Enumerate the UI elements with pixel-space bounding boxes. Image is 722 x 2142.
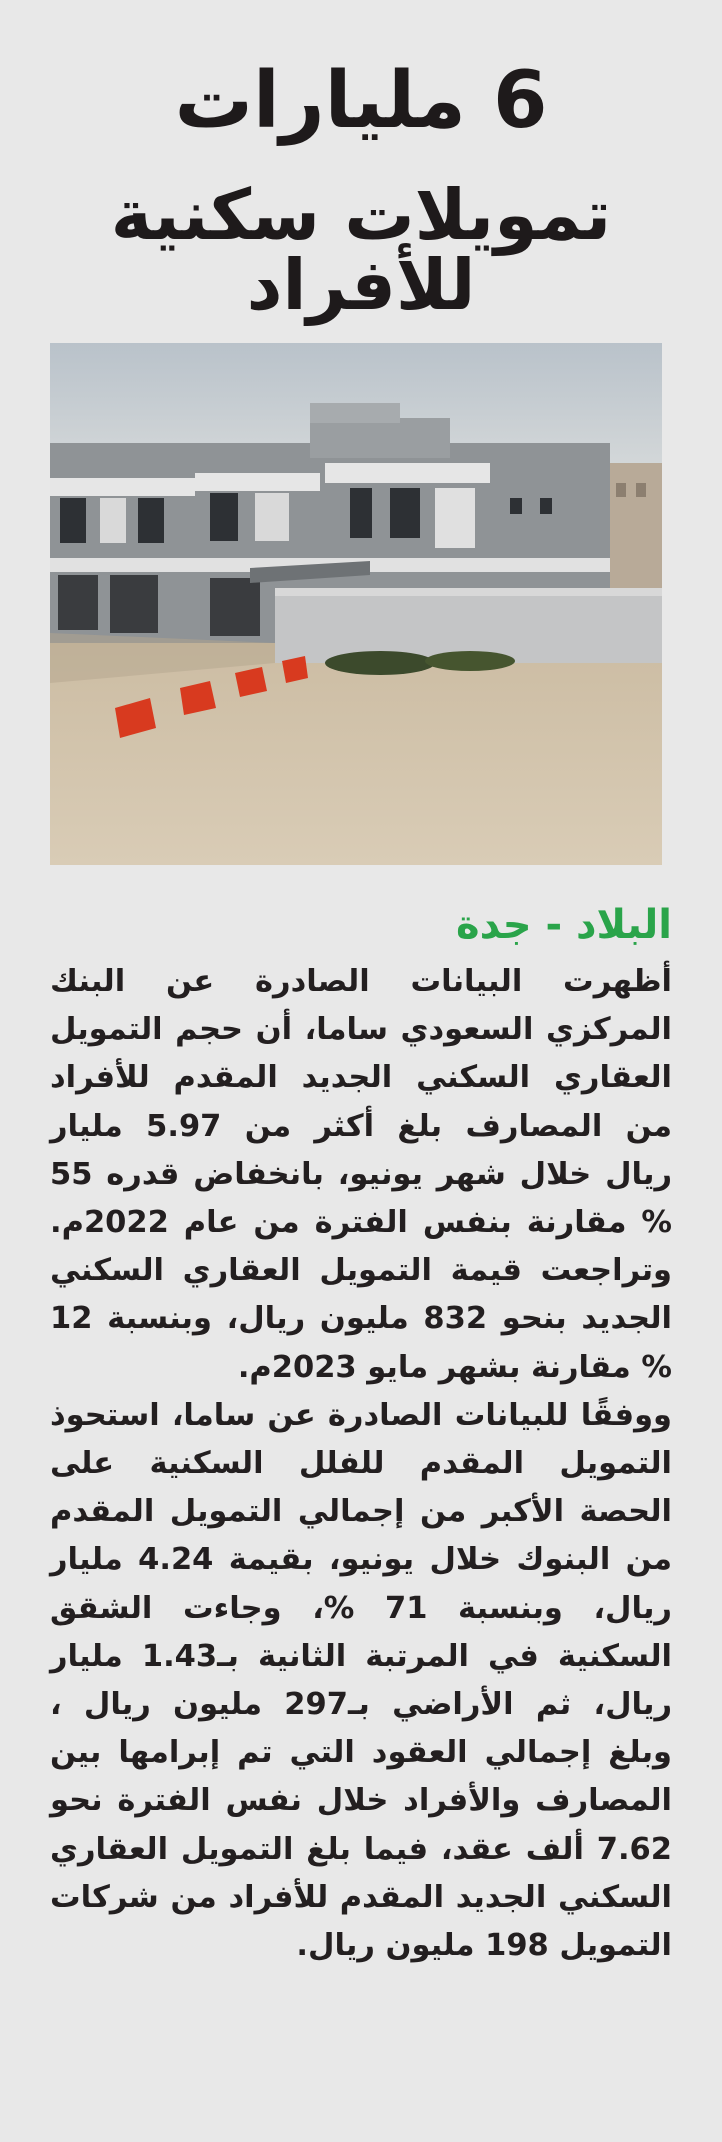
headline-line-1: 6 مليارات [174,56,548,146]
article-photo [50,343,662,865]
article-paragraph-1: أظهرت البيانات الصادرة عن البنك المركزي السعودي ساما، أن حجم التمويل العقاري السكني الجديد المقدم للأفراد من المصارف بلغ أكثر من 5.97 مليار ريال خلال شهر يونيو، بانخفاض قدره 55 % مقارنة بنفس الفترة من عام 2022م. وتراجعت قيمة التمويل العقاري السكني الجديد بنحو 832 مليون ريال، وبنسبة 12 % مقارنة بشهر مايو 2023م. [50,964,672,1385]
article-body [50,958,672,1970]
byline: البلاد - جدة [456,902,672,948]
residential-villas-photo-icon [50,343,662,865]
headline-line-2: تمويلات سكنية للأفراد [110,174,612,326]
article-paragraph-2: ووفقًا للبيانات الصادرة عن ساما، استحوذ التمويل المقدم للفلل السكنية على الحصة الأكبر من إجمالي التمويل المقدم من البنوك خلال يونيو، بقيمة 4.24 مليار ريال، وبنسبة 71 %، وجاءت الشقق السكنية في المرتبة الثانية بـ1.43 مليار ريال، ثم الأراضي بـ297 مليون ريال ، وبلغ إجمالي العقود التي تم إبرامها بين المصارف والأفراد خلال نفس الفترة نحو 7.62 ألف عقد، فيما بلغ التمويل العقاري السكني الجديد المقدم للأفراد من شركات التمويل 198 مليون ريال. [50,1397,673,1964]
